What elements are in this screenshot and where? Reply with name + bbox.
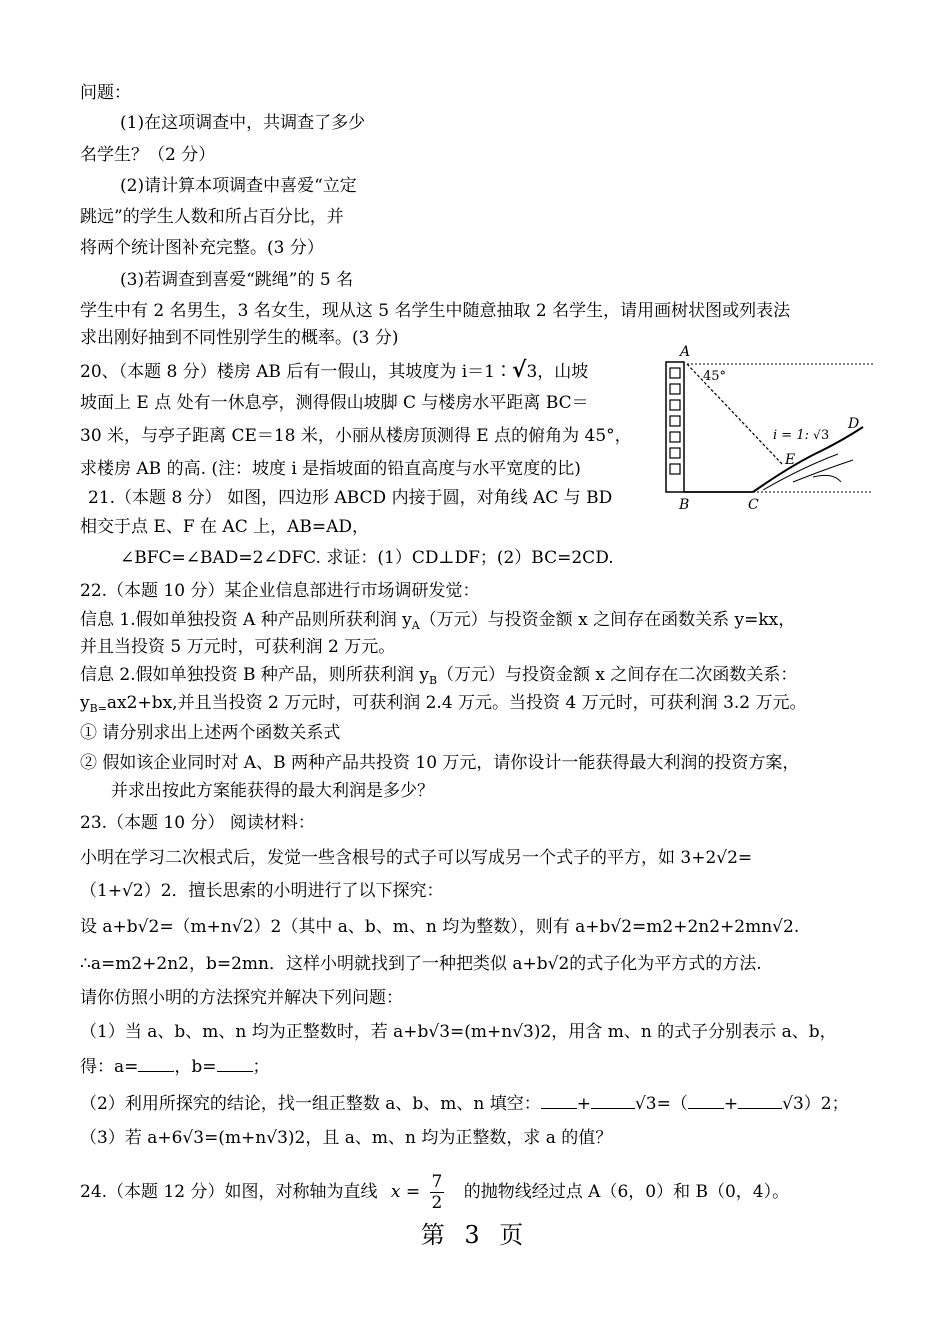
q23-line: ∴a=m2+2n2，b=2mn．这样小明就找到了一种把类似 a+b√2的式子化为平方式的方法. xyxy=(80,954,762,974)
q23-text: √3=（ xyxy=(634,1094,688,1114)
q19-line: 名学生？（2 分） xyxy=(80,145,216,165)
q20-line: 坡面上 E 点 处有一休息亭，测得假山坡脚 C 与楼房水平距离 BC＝ xyxy=(80,393,589,413)
q23-part2 xyxy=(80,1093,849,1115)
q22-subscript: A xyxy=(411,619,420,632)
q22-text: ax2+bx,并且当投资 2 万元时，可获利润 2.4 万元。当投资 4 万元时，可获利润 3.2 万元。 xyxy=(106,693,807,713)
q19-part2: (2)请计算本项调查中喜爱“立定 xyxy=(120,176,357,196)
q22-line: 22.（本题 10 分）某企业信息部进行市场调研发觉： xyxy=(80,581,480,601)
slope-sqrt-sign: √ xyxy=(813,428,821,442)
q22-text: （万元）与投资金额 x 之间存在二次函数关系： xyxy=(437,665,798,685)
answer-blank[interactable] xyxy=(591,1094,635,1109)
building-outline xyxy=(666,362,684,492)
q24-line xyxy=(80,1172,789,1213)
label-E: E xyxy=(785,452,796,468)
sqrt-sign: √ xyxy=(512,357,527,383)
q23-line: 请你仿照小明的方法探究并解决下列问题： xyxy=(80,988,403,1008)
label-C: C xyxy=(748,497,759,512)
building-windows xyxy=(670,368,680,474)
q20-text: 20、（本题 8 分）楼房 AB 后有一假山，其坡度为 i＝1∶ xyxy=(80,362,512,382)
q22-text: 信息 1.假如单独投资 A 种产品则所获利润 y xyxy=(80,610,412,630)
q22-line xyxy=(80,609,795,637)
q22-text: y xyxy=(80,693,90,713)
q23-line: 设 a+b√2=（m+n√2）2（其中 a、b、m、n 均为整数），则有 a+b√2=m2+2n2+2mn√2. xyxy=(80,917,800,937)
q19-part3: (3)若调查到喜爱“跳绳”的 5 名 xyxy=(120,270,354,290)
q23-part3: （3）若 a+6√3=(m+n√3)2，且 a、m、n 均为正整数，求 a 的值？ xyxy=(80,1128,613,1148)
label-B: B xyxy=(679,497,690,512)
q19-line: 求出刚好抽到不同性别学生的概率。(3 分) xyxy=(80,328,399,348)
q23-line: 23.（本题 10 分） 阅读材料： xyxy=(80,813,315,833)
answer-blank[interactable] xyxy=(541,1094,577,1109)
q23-text: ； xyxy=(252,1057,270,1077)
q22-item1: ① 请分别求出上述两个函数关系式 xyxy=(80,723,341,743)
fraction-denominator: 2 xyxy=(431,1193,443,1213)
answer-blank-a[interactable] xyxy=(138,1057,174,1072)
label-D: D xyxy=(848,416,860,432)
q23-part1: （1）当 a、b、m、n 均为正整数时，若 a+b√3=(m+n√3)2，用含 m、n 的式子分别表示 a、b， xyxy=(80,1022,837,1042)
q20-line: 求楼房 AB 的高. (注：坡度 i 是指坡面的铅直高度与水平宽度的比) xyxy=(80,459,581,479)
depression-sightline xyxy=(687,364,783,465)
q19-line: 将两个统计图补充完整。(3 分） xyxy=(80,238,324,258)
answer-blank[interactable] xyxy=(738,1094,782,1109)
q23-text: + xyxy=(576,1094,591,1114)
q24-x: x = xyxy=(390,1182,421,1202)
fraction xyxy=(430,1172,445,1213)
q22-line xyxy=(80,664,797,692)
building-slope-diagram xyxy=(663,342,878,512)
q22-item2: ② 假如该企业同时对 A、B 两种产品共投资 10 万元，请你设计一能获得最大利润的投资方案， xyxy=(80,753,800,773)
slope-sqrt-value: 3 xyxy=(821,428,830,443)
hill-shading xyxy=(763,454,853,490)
fraction-numerator: 7 xyxy=(431,1172,443,1192)
q22-subscript: B xyxy=(428,674,438,687)
q20-line xyxy=(80,359,588,383)
answer-blank[interactable] xyxy=(688,1094,724,1109)
q23-text: 得：a= xyxy=(80,1057,139,1077)
q21-line: 相交于点 E、F 在 AC 上，AB=AD， xyxy=(80,517,370,537)
q22-text: 信息 2.假如单独投资 B 种产品，则所获利润 y xyxy=(80,665,429,685)
q22-line xyxy=(80,692,807,720)
q23-line: 小明在学习二次根式后，发觉一些含根号的式子可以写成另一个式子的平方，如 3+2√2= xyxy=(80,848,753,868)
q22-line: 并求出按此方案能获得的最大利润是多少？ xyxy=(111,781,434,801)
q19-line: 问题： xyxy=(80,83,131,103)
q22-subscript: B= xyxy=(89,702,107,715)
q23-text: + xyxy=(723,1094,739,1114)
label-A: A xyxy=(680,344,691,360)
q21-line: 21.（本题 8 分） 如图，四边形 ABCD 内接于圆，对角线 AC 与 BD xyxy=(88,488,613,508)
q23-text: （2）利用所探究的结论，找一组正整数 a、b、m、n 填空： xyxy=(80,1094,541,1114)
page-number: 第 3 页 xyxy=(420,1221,530,1249)
q20-line: 30 米，与亭子距离 CE＝18 米，小丽从楼房顶测得 E 点的俯角为 45°， xyxy=(80,426,632,446)
q19-part1: (1)在这项调查中，共调查了多少 xyxy=(120,113,366,133)
q23-line xyxy=(80,1056,270,1078)
answer-blank-b[interactable] xyxy=(217,1057,253,1072)
q23-text: √3）2； xyxy=(782,1094,849,1114)
q23-line: （1+√2）2．擅长思索的小明进行了以下探究： xyxy=(80,881,444,901)
q21-line: ∠BFC=∠BAD=2∠DFC. 求证：(1）CD⊥DF；(2）BC=2CD. xyxy=(120,548,614,568)
q22-text: （万元）与投资金额 x 之间存在函数关系 y=kx， xyxy=(419,610,796,630)
q24-text: 24.（本题 12 分）如图，对称轴为直线 xyxy=(80,1182,378,1202)
q20-text: 3，山坡 xyxy=(526,362,589,382)
q22-line: 并且当投资 5 万元时，可获利润 2 万元。 xyxy=(80,637,396,657)
slope-label: i = 1: xyxy=(773,428,809,443)
angle-label: 45° xyxy=(703,369,727,384)
q19-line: 学生中有 2 名男生，3 名女生，现从这 5 名学生中随意抽取 2 名学生，请用画树状图或列表法 xyxy=(80,301,791,321)
q23-text: ，b= xyxy=(174,1057,217,1077)
q24-text: 的抛物线经过点 A（6，0）和 B（0，4）。 xyxy=(463,1182,790,1202)
q19-line: 跳远”的学生人数和所占百分比，并 xyxy=(80,207,344,227)
